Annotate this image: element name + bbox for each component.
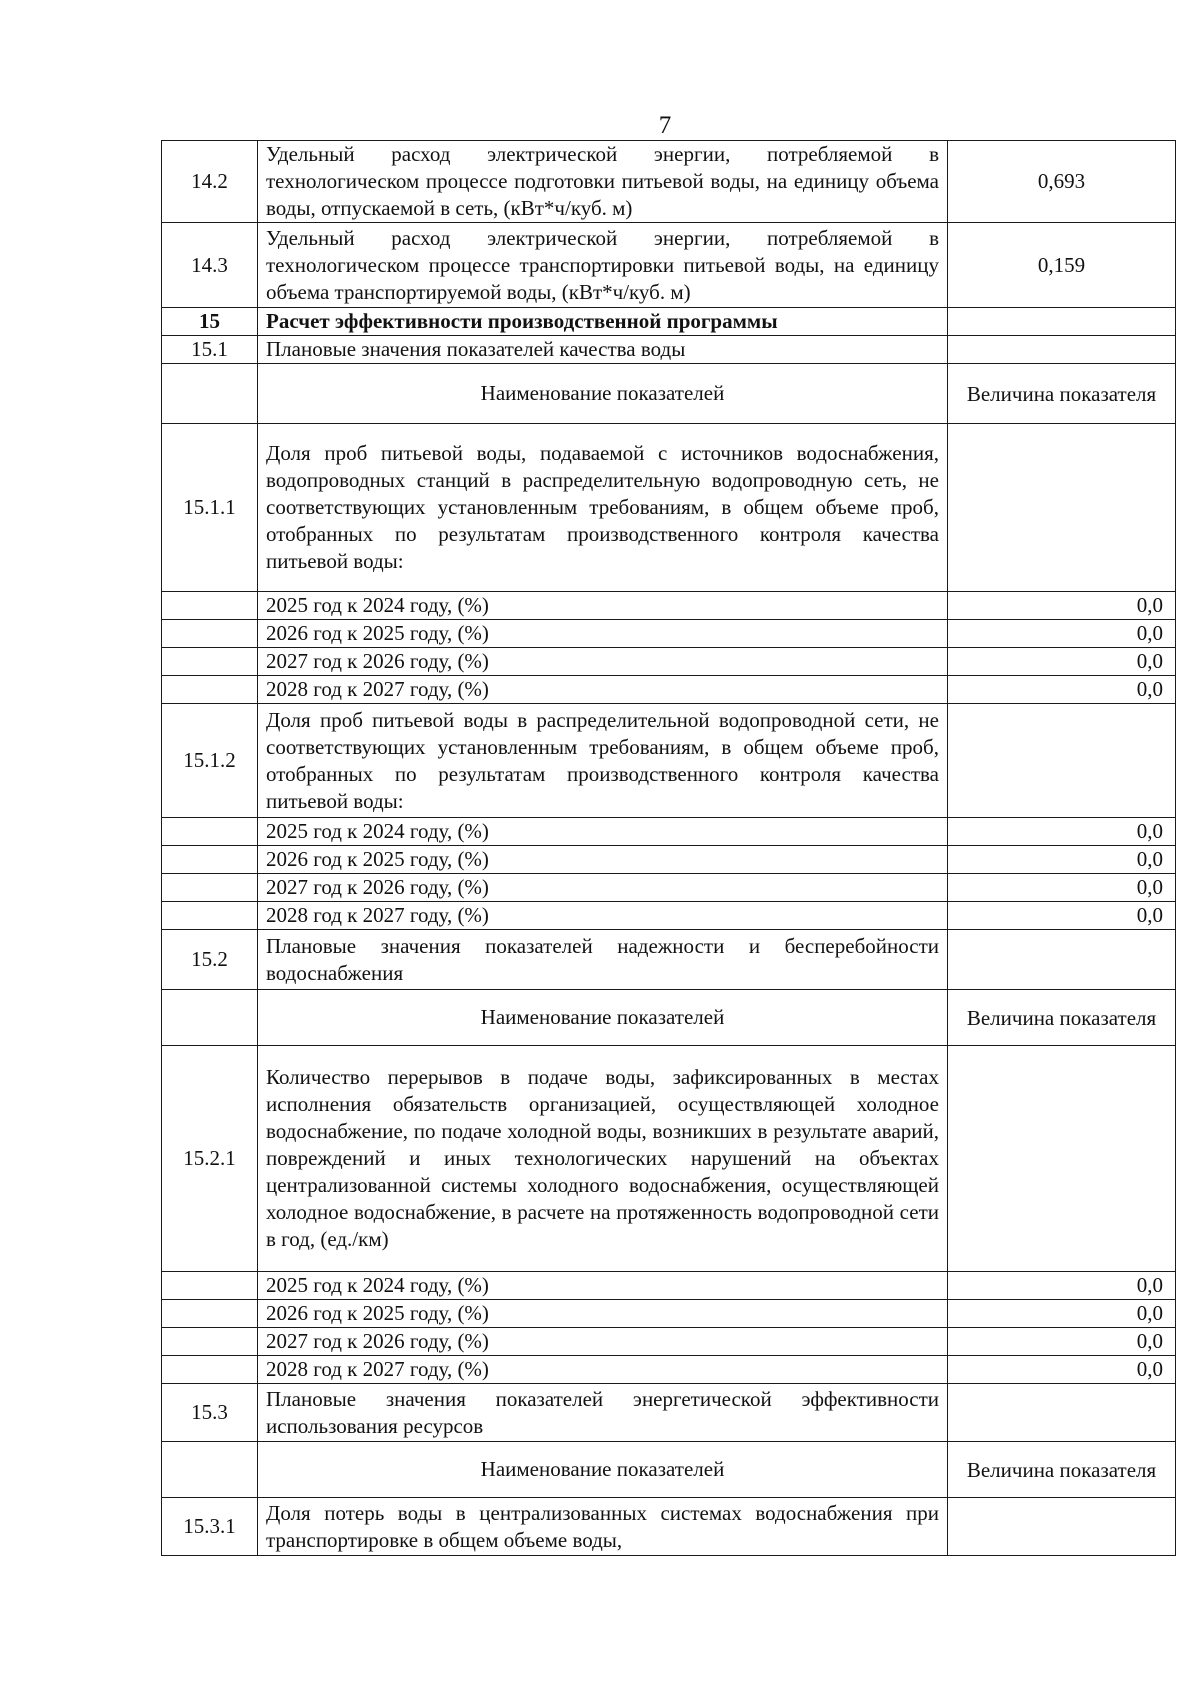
year-label: 2028 год к 2027 году, (%) bbox=[258, 902, 948, 930]
year-row bbox=[162, 874, 1176, 902]
year-row bbox=[162, 818, 1176, 846]
indicator-value: 0,159 bbox=[948, 223, 1176, 308]
year-value: 0,0 bbox=[948, 846, 1176, 874]
table-row bbox=[162, 424, 1176, 592]
row-number: 14.2 bbox=[162, 141, 258, 223]
row-number bbox=[162, 620, 258, 648]
year-label: 2027 год к 2026 году, (%) bbox=[258, 1328, 948, 1356]
section-row bbox=[162, 308, 1176, 336]
year-value: 0,0 bbox=[948, 676, 1176, 704]
year-row bbox=[162, 902, 1176, 930]
row-number bbox=[162, 1356, 258, 1384]
indicator-value bbox=[948, 1046, 1176, 1272]
row-number bbox=[162, 648, 258, 676]
column-header-value: Величина показателя bbox=[948, 990, 1176, 1046]
year-value: 0,0 bbox=[948, 1300, 1176, 1328]
indicator-name: Плановые значения показателей надежности и бесперебойности водоснабжения bbox=[258, 930, 948, 990]
year-value: 0,0 bbox=[948, 874, 1176, 902]
row-number: 15.3.1 bbox=[162, 1498, 258, 1556]
indicator-name: Удельный расход электрической энергии, потребляемой в технологическом процессе транспортировки питьевой воды, на единицу объема транспортируемой воды, (кВт*ч/куб. м) bbox=[258, 223, 948, 308]
year-label: 2026 год к 2025 году, (%) bbox=[258, 1300, 948, 1328]
table-header-row bbox=[162, 364, 1176, 424]
year-value: 0,0 bbox=[948, 818, 1176, 846]
row-number bbox=[162, 902, 258, 930]
indicator-name: Плановые значения показателей качества воды bbox=[258, 336, 948, 364]
year-value: 0,0 bbox=[948, 1356, 1176, 1384]
row-number bbox=[162, 1272, 258, 1300]
year-label: 2026 год к 2025 году, (%) bbox=[258, 846, 948, 874]
year-row bbox=[162, 648, 1176, 676]
table-row bbox=[162, 1498, 1176, 1556]
table-row bbox=[162, 704, 1176, 818]
indicator-value bbox=[948, 704, 1176, 818]
indicator-value bbox=[948, 336, 1176, 364]
row-number bbox=[162, 846, 258, 874]
row-number: 15.2.1 bbox=[162, 1046, 258, 1272]
indicator-value bbox=[948, 1384, 1176, 1442]
page-number: 7 bbox=[658, 112, 672, 139]
year-row bbox=[162, 846, 1176, 874]
year-label: 2025 год к 2024 году, (%) bbox=[258, 818, 948, 846]
table-row bbox=[162, 1384, 1176, 1442]
table-row bbox=[162, 336, 1176, 364]
year-label: 2025 год к 2024 году, (%) bbox=[258, 592, 948, 620]
year-label: 2027 год к 2026 году, (%) bbox=[258, 874, 948, 902]
year-value: 0,0 bbox=[948, 648, 1176, 676]
header-number bbox=[162, 364, 258, 424]
year-row bbox=[162, 1356, 1176, 1384]
row-number bbox=[162, 818, 258, 846]
column-header-name: Наименование показателей bbox=[258, 1442, 948, 1498]
row-number bbox=[162, 676, 258, 704]
year-row bbox=[162, 1300, 1176, 1328]
header-number bbox=[162, 990, 258, 1046]
indicator-name: Удельный расход электрической энергии, потребляемой в технологическом процессе подготовки питьевой воды, на единицу объема воды, отпускаемой в сеть, (кВт*ч/куб. м) bbox=[258, 141, 948, 223]
year-label: 2026 год к 2025 году, (%) bbox=[258, 620, 948, 648]
section-number: 15 bbox=[162, 308, 258, 336]
section-value bbox=[948, 308, 1176, 336]
row-number: 14.3 bbox=[162, 223, 258, 308]
table-row bbox=[162, 223, 1176, 308]
year-value: 0,0 bbox=[948, 902, 1176, 930]
year-label: 2027 год к 2026 году, (%) bbox=[258, 648, 948, 676]
table-header-row bbox=[162, 1442, 1176, 1498]
row-number: 15.2 bbox=[162, 930, 258, 990]
row-number: 15.1.2 bbox=[162, 704, 258, 818]
year-label: 2025 год к 2024 году, (%) bbox=[258, 1272, 948, 1300]
year-row bbox=[162, 592, 1176, 620]
table-row bbox=[162, 1046, 1176, 1272]
year-row bbox=[162, 1328, 1176, 1356]
section-title: Расчет эффективности производственной программы bbox=[258, 308, 948, 336]
indicators-table bbox=[161, 140, 1176, 1556]
indicator-value bbox=[948, 930, 1176, 990]
indicator-value bbox=[948, 424, 1176, 592]
column-header-value: Величина показателя bbox=[948, 364, 1176, 424]
row-number bbox=[162, 874, 258, 902]
year-row bbox=[162, 1272, 1176, 1300]
row-number: 15.1.1 bbox=[162, 424, 258, 592]
header-number bbox=[162, 1442, 258, 1498]
indicator-name: Количество перерывов в подаче воды, зафиксированных в местах исполнения обязательств организацией, осуществляющей холодное водоснабжение, по подаче холодной воды, возникших в результате аварий, повреждений и иных технологических нарушений на объектах централизованной системы холодного водоснабжения, осуществляющей холодное водоснабжение, в расчете на протяженность водопроводной сети в год, (ед./км) bbox=[258, 1046, 948, 1272]
indicator-name: Доля потерь воды в централизованных системах водоснабжения при транспортировке в общем объеме воды, bbox=[258, 1498, 948, 1556]
table-header-row bbox=[162, 990, 1176, 1046]
indicator-value: 0,693 bbox=[948, 141, 1176, 223]
year-row bbox=[162, 676, 1176, 704]
row-number bbox=[162, 592, 258, 620]
indicator-value bbox=[948, 1498, 1176, 1556]
year-label: 2028 год к 2027 году, (%) bbox=[258, 1356, 948, 1384]
column-header-name: Наименование показателей bbox=[258, 990, 948, 1046]
year-value: 0,0 bbox=[948, 1272, 1176, 1300]
year-label: 2028 год к 2027 году, (%) bbox=[258, 676, 948, 704]
table-row bbox=[162, 930, 1176, 990]
indicator-name: Доля проб питьевой воды, подаваемой с источников водоснабжения, водопроводных станций в распределительную водопроводную сеть, не соответствующих установленным требованиям, в общем объеме проб, отобранных по результатам производственного контроля качества питьевой воды: bbox=[258, 424, 948, 592]
year-value: 0,0 bbox=[948, 620, 1176, 648]
year-row bbox=[162, 620, 1176, 648]
column-header-name: Наименование показателей bbox=[258, 364, 948, 424]
column-header-value: Величина показателя bbox=[948, 1442, 1176, 1498]
year-value: 0,0 bbox=[948, 1328, 1176, 1356]
table-row bbox=[162, 141, 1176, 223]
year-value: 0,0 bbox=[948, 592, 1176, 620]
row-number bbox=[162, 1328, 258, 1356]
row-number bbox=[162, 1300, 258, 1328]
indicator-name: Доля проб питьевой воды в распределительной водопроводной сети, не соответствующих установленным требованиям, в общем объеме проб, отобранных по результатам производственного контроля качества питьевой воды: bbox=[258, 704, 948, 818]
row-number: 15.3 bbox=[162, 1384, 258, 1442]
indicator-name: Плановые значения показателей энергетической эффективности использования ресурсов bbox=[258, 1384, 948, 1442]
row-number: 15.1 bbox=[162, 336, 258, 364]
